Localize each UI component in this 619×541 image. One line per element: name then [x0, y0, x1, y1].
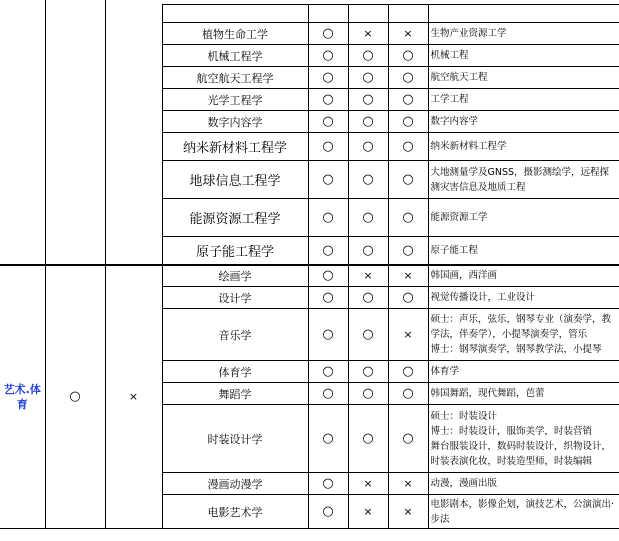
mark-m2: ○ — [348, 133, 388, 161]
empty-cell — [0, 199, 45, 237]
mark-m3: × — [388, 309, 428, 361]
major-description: 韩国舞蹈，现代舞蹈，芭蕾 — [428, 383, 619, 405]
top-row — [0, 237, 619, 265]
mark-m1: ○ — [308, 199, 348, 237]
empty-cell — [105, 133, 162, 161]
major-description: 能源资源工学 — [428, 199, 619, 237]
top-row — [0, 111, 619, 133]
major-name: 体育学 — [162, 361, 308, 383]
empty-cell — [45, 161, 105, 199]
empty-cell — [0, 161, 45, 199]
empty-cell — [45, 133, 105, 161]
mark-m2: ○ — [348, 45, 388, 67]
empty-cell — [0, 45, 45, 67]
mark-m3: × — [388, 473, 428, 495]
empty-cell — [105, 199, 162, 237]
majors-table — [0, 4, 619, 529]
major-description: 韩国画，西洋画 — [428, 265, 619, 287]
major-description: 体育学 — [428, 361, 619, 383]
mark-m1: ○ — [308, 237, 348, 265]
major-name: 音乐学 — [162, 309, 308, 361]
mark-m3: ○ — [388, 383, 428, 405]
major-name — [162, 5, 308, 23]
mark-m2: ○ — [348, 237, 388, 265]
mark-m1: ○ — [308, 495, 348, 529]
major-name: 光学工程学 — [162, 89, 308, 111]
major-description: 硕士：声乐，弦乐，钢琴专业（演奏学，教学法，伴奏学），小提琴演奏学，管乐 博士：钢琴演奏学，钢琴教学法，小提琴 — [428, 309, 619, 361]
major-description: 动漫，漫画出版 — [428, 473, 619, 495]
mark-m2: ○ — [348, 361, 388, 383]
major-description: 原子能工程 — [428, 237, 619, 265]
empty-cell — [105, 45, 162, 67]
mark-m1: ○ — [308, 383, 348, 405]
empty-cell — [45, 45, 105, 67]
empty-cell — [45, 237, 105, 265]
mark-m1: ○ — [308, 161, 348, 199]
major-description: 大地测量学及GNSS，摄影测绘学，远程探测灾害信息及地质工程 — [428, 161, 619, 199]
major-name: 原子能工程学 — [162, 237, 308, 265]
top-row — [0, 45, 619, 67]
mark-m1: ○ — [308, 67, 348, 89]
top-row — [0, 23, 619, 45]
mark-m1: ○ — [308, 89, 348, 111]
major-description: 工学工程 — [428, 89, 619, 111]
top-row — [0, 133, 619, 161]
empty-cell — [105, 23, 162, 45]
mark-m2: ○ — [348, 309, 388, 361]
top-row — [0, 199, 619, 237]
mark-m2: ○ — [348, 199, 388, 237]
mark-m1: ○ — [308, 309, 348, 361]
mark-m2: × — [348, 265, 388, 287]
mark-m3: ○ — [388, 287, 428, 309]
mark-m1: ○ — [308, 111, 348, 133]
mark-m3: × — [388, 265, 428, 287]
major-name: 数字内容学 — [162, 111, 308, 133]
major-description: 视觉传播设计，工业设计 — [428, 287, 619, 309]
empty-cell — [0, 111, 45, 133]
top-row — [0, 5, 619, 23]
mark-m1: ○ — [308, 361, 348, 383]
category-mark-2: × — [105, 265, 162, 529]
mark-m3: ○ — [388, 133, 428, 161]
mark-m3: ○ — [388, 89, 428, 111]
mark-m2: ○ — [348, 89, 388, 111]
mark-m2: ○ — [348, 111, 388, 133]
major-description: 机械工程 — [428, 45, 619, 67]
major-description: 硕士：时装设计 博士：时装设计，服饰美学，时装营销 舞台服装设计，数码时装设计，织物设计，时装表演化妆，时装造型师，时装编辑 — [428, 405, 619, 473]
mark-m2: × — [348, 495, 388, 529]
major-name: 能源资源工程学 — [162, 199, 308, 237]
major-name: 时装设计学 — [162, 405, 308, 473]
empty-cell — [105, 161, 162, 199]
mark-m1 — [308, 5, 348, 23]
mark-m3: ○ — [388, 111, 428, 133]
empty-cell — [45, 23, 105, 45]
mark-m2: ○ — [348, 287, 388, 309]
mark-m1: ○ — [308, 287, 348, 309]
major-name: 地球信息工程学 — [162, 161, 308, 199]
empty-cell — [105, 111, 162, 133]
arts-row — [0, 265, 619, 287]
empty-cell — [105, 5, 162, 23]
top-row — [0, 89, 619, 111]
mark-m2: × — [348, 473, 388, 495]
empty-cell — [45, 67, 105, 89]
major-description: 生物产业资源工学 — [428, 23, 619, 45]
mark-m3: ○ — [388, 67, 428, 89]
empty-cell — [105, 89, 162, 111]
mark-m3: × — [388, 495, 428, 529]
mark-m2: ○ — [348, 161, 388, 199]
mark-m2: ○ — [348, 67, 388, 89]
major-description: 航空航天工程 — [428, 67, 619, 89]
mark-m1: ○ — [308, 23, 348, 45]
mark-m3: ○ — [388, 161, 428, 199]
mark-m2: ○ — [348, 383, 388, 405]
top-row — [0, 67, 619, 89]
empty-cell — [0, 133, 45, 161]
empty-cell — [45, 199, 105, 237]
category-label: 艺术.体育 — [0, 265, 45, 529]
mark-m2: ○ — [348, 405, 388, 473]
empty-cell — [45, 89, 105, 111]
major-name: 纳米新材料工程学 — [162, 133, 308, 161]
mark-m1: ○ — [308, 265, 348, 287]
mark-m3 — [388, 5, 428, 23]
mark-m3: ○ — [388, 405, 428, 473]
mark-m2 — [348, 5, 388, 23]
major-name: 航空航天工程学 — [162, 67, 308, 89]
major-name: 舞蹈学 — [162, 383, 308, 405]
major-name: 绘画学 — [162, 265, 308, 287]
mark-m1: ○ — [308, 133, 348, 161]
major-description — [428, 5, 619, 23]
empty-cell — [0, 237, 45, 265]
category-mark-1: ○ — [45, 265, 105, 529]
major-name: 电影艺术学 — [162, 495, 308, 529]
mark-m3: ○ — [388, 361, 428, 383]
empty-cell — [0, 5, 45, 23]
mark-m1: ○ — [308, 473, 348, 495]
mark-m3: ○ — [388, 199, 428, 237]
mark-m3: × — [388, 23, 428, 45]
empty-cell — [45, 111, 105, 133]
major-name: 机械工程学 — [162, 45, 308, 67]
empty-cell — [0, 23, 45, 45]
mark-m1: ○ — [308, 45, 348, 67]
empty-cell — [105, 67, 162, 89]
major-description: 数字内容学 — [428, 111, 619, 133]
major-name: 植物生命工学 — [162, 23, 308, 45]
major-name: 设计学 — [162, 287, 308, 309]
empty-cell — [45, 5, 105, 23]
major-name: 漫画动漫学 — [162, 473, 308, 495]
empty-cell — [105, 237, 162, 265]
empty-cell — [0, 67, 45, 89]
major-description: 纳米新材料工程学 — [428, 133, 619, 161]
mark-m3: ○ — [388, 45, 428, 67]
empty-cell — [0, 89, 45, 111]
mark-m1: ○ — [308, 405, 348, 473]
mark-m2: × — [348, 23, 388, 45]
major-description: 电影剧本，影像企划，演技艺术，公演演出·步法 — [428, 495, 619, 529]
top-row — [0, 161, 619, 199]
mark-m3: ○ — [388, 237, 428, 265]
